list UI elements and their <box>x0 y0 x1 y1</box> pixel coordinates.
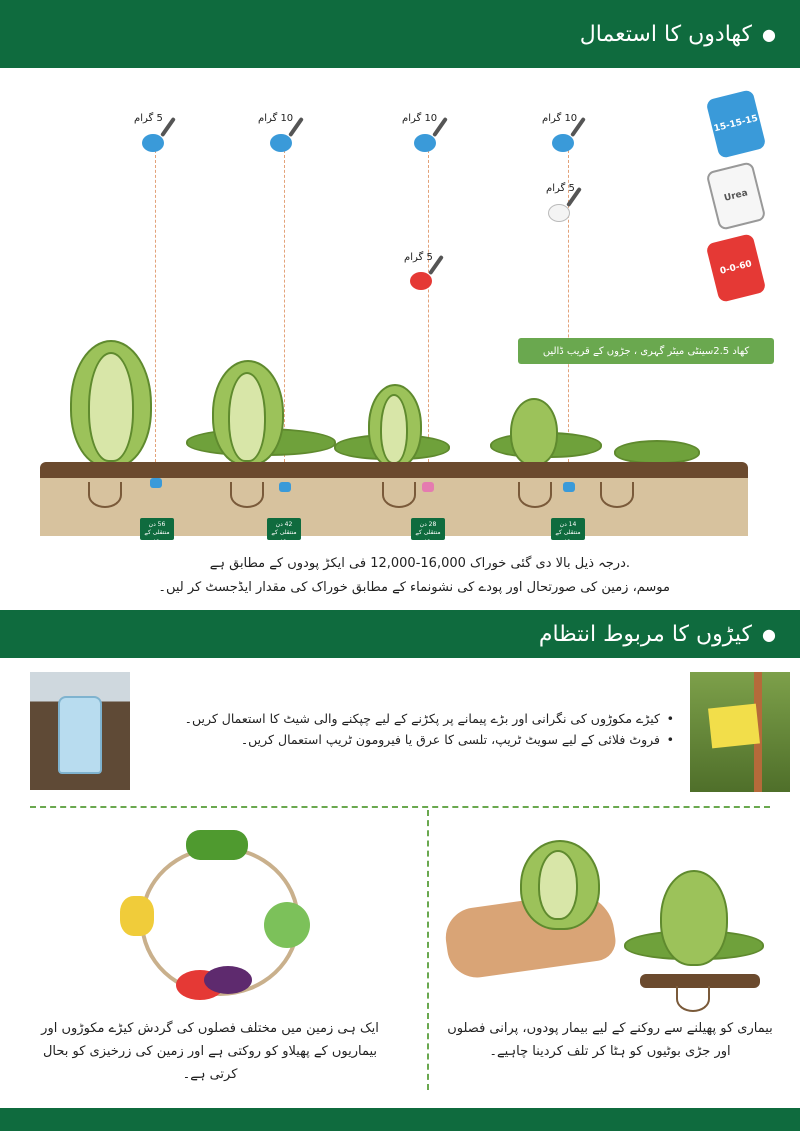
roots-icon <box>88 482 122 508</box>
divider-horizontal <box>30 806 770 808</box>
white-spoon-icon <box>548 204 570 222</box>
dose-label-col4-white: 5 گرام <box>546 183 575 194</box>
cucumber-pepper-icon <box>186 830 248 860</box>
day-tag-56: 56 دن منتقلی کے بعد <box>140 518 174 540</box>
pest-section-header <box>0 610 800 658</box>
roots-icon <box>518 482 552 508</box>
blue-spoon-icon <box>552 134 574 152</box>
leaf-icon <box>380 394 408 464</box>
applied-dose-icon <box>279 482 291 492</box>
bullet-icon: ● <box>762 624 776 644</box>
bullet-icon: ● <box>762 24 776 44</box>
applied-dose-icon <box>422 482 434 492</box>
dose-guide-line-1 <box>155 150 156 462</box>
footer-band <box>0 1108 800 1131</box>
leaf-icon <box>614 440 700 464</box>
dose-label-col3-blue: 10 گرام <box>402 113 438 124</box>
pest-title-text: کیڑوں کا مربوط انتظام <box>538 621 753 647</box>
pest-bullets <box>144 708 674 751</box>
roots-icon <box>382 482 416 508</box>
red-spoon-icon <box>410 272 432 290</box>
potash-bag-icon: 0-0-60 <box>705 233 766 303</box>
corn-icon <box>120 896 154 936</box>
dose-label-col3-red: 5 گرام <box>404 252 433 263</box>
cabbage-cauliflower-icon <box>264 902 310 948</box>
sanitation-caption: بیماری کو پھیلنے سے روکنے کے لیے بیمار پودوں، پرانی فصلوں اور جڑی بوٹیوں کو ہٹا کر تلف کردینا چاہیے۔ <box>447 1021 773 1059</box>
sticky-trap-photo <box>690 672 790 792</box>
fertilizer-depth-note: کھاد 2.5سینٹی میٹر گہری ، جڑوں کے قریب ڈالیں <box>518 338 774 364</box>
roots-icon <box>600 482 634 508</box>
bullet-fruit-fly-trap: • فروٹ فلائی کے لیے سویٹ ٹریپ، تلسی کا عرق یا فیرومون ٹریپ استعمال کریں۔ <box>144 729 674 750</box>
leaf-icon <box>510 398 558 466</box>
npk-bag-icon: 15-15-15 <box>705 89 766 159</box>
blue-spoon-icon <box>142 134 164 152</box>
dose-guide-line-4 <box>568 150 569 462</box>
blue-spoon-icon <box>270 134 292 152</box>
dose-basis-note: .درجہ ذیل بالا دی گئی خوراک 16,000-12,000 فی ایکڑ پودوں کے مطابق ہے <box>209 556 630 571</box>
eggplant-icon <box>204 966 252 994</box>
pest-section-title <box>539 610 776 658</box>
leaf-icon <box>88 352 134 462</box>
leaf-icon <box>228 372 266 462</box>
day-tag-42: 42 دن منتقلی کے بعد <box>267 518 301 540</box>
dose-label-col1: 5 گرام <box>134 113 163 124</box>
urea-bag-icon: Urea <box>705 161 766 231</box>
fertilizer-title-text: کھادوں کا استعمال <box>579 21 753 47</box>
sweet-trap-photo <box>30 672 130 790</box>
day-tag-28: 28 دن منتقلی کے بعد <box>411 518 445 540</box>
fertilizer-section-title <box>580 0 776 68</box>
dose-label-col4-blue: 10 گرام <box>542 113 578 124</box>
fertilizer-section-header <box>0 0 800 68</box>
yellow-sticky-sheet-icon <box>708 704 760 749</box>
water-bottle-trap-icon <box>58 696 102 774</box>
dose-adjust-note: موسم، زمین کی صورتحال اور پودے کی نشونماء کے مطابق خوراک کی مقدار ایڈجسٹ کر لیں۔ <box>158 580 670 595</box>
dose-guide-line-2 <box>284 150 285 462</box>
bullet-sticky-sheet: • کیڑے مکوڑوں کی نگرانی اور بڑے پیمانے پر پکڑنے کے لیے چپکنے والی شیٹ کا استعمال کریں۔ <box>144 708 674 729</box>
roots-icon <box>230 482 264 508</box>
applied-dose-icon <box>150 478 162 488</box>
dose-guide-line-3 <box>428 150 429 462</box>
leaf-icon <box>538 850 578 920</box>
healthy-plant-icon <box>660 870 728 966</box>
dose-label-col2: 10 گرام <box>258 113 294 124</box>
roots-icon <box>676 986 710 1012</box>
blue-spoon-icon <box>414 134 436 152</box>
applied-dose-icon <box>563 482 575 492</box>
day-tag-14: 14 دن منتقلی کے بعد <box>551 518 585 540</box>
divider-vertical <box>427 810 429 1090</box>
crop-rotation-caption: ایک ہی زمین میں مختلف فصلوں کی گردش کیڑے مکوڑوں اور بیماریوں کے پھیلاو کو روکتی ہے اور زمین کی زرخیزی کو بحال کرتی ہے۔ <box>41 1021 379 1082</box>
